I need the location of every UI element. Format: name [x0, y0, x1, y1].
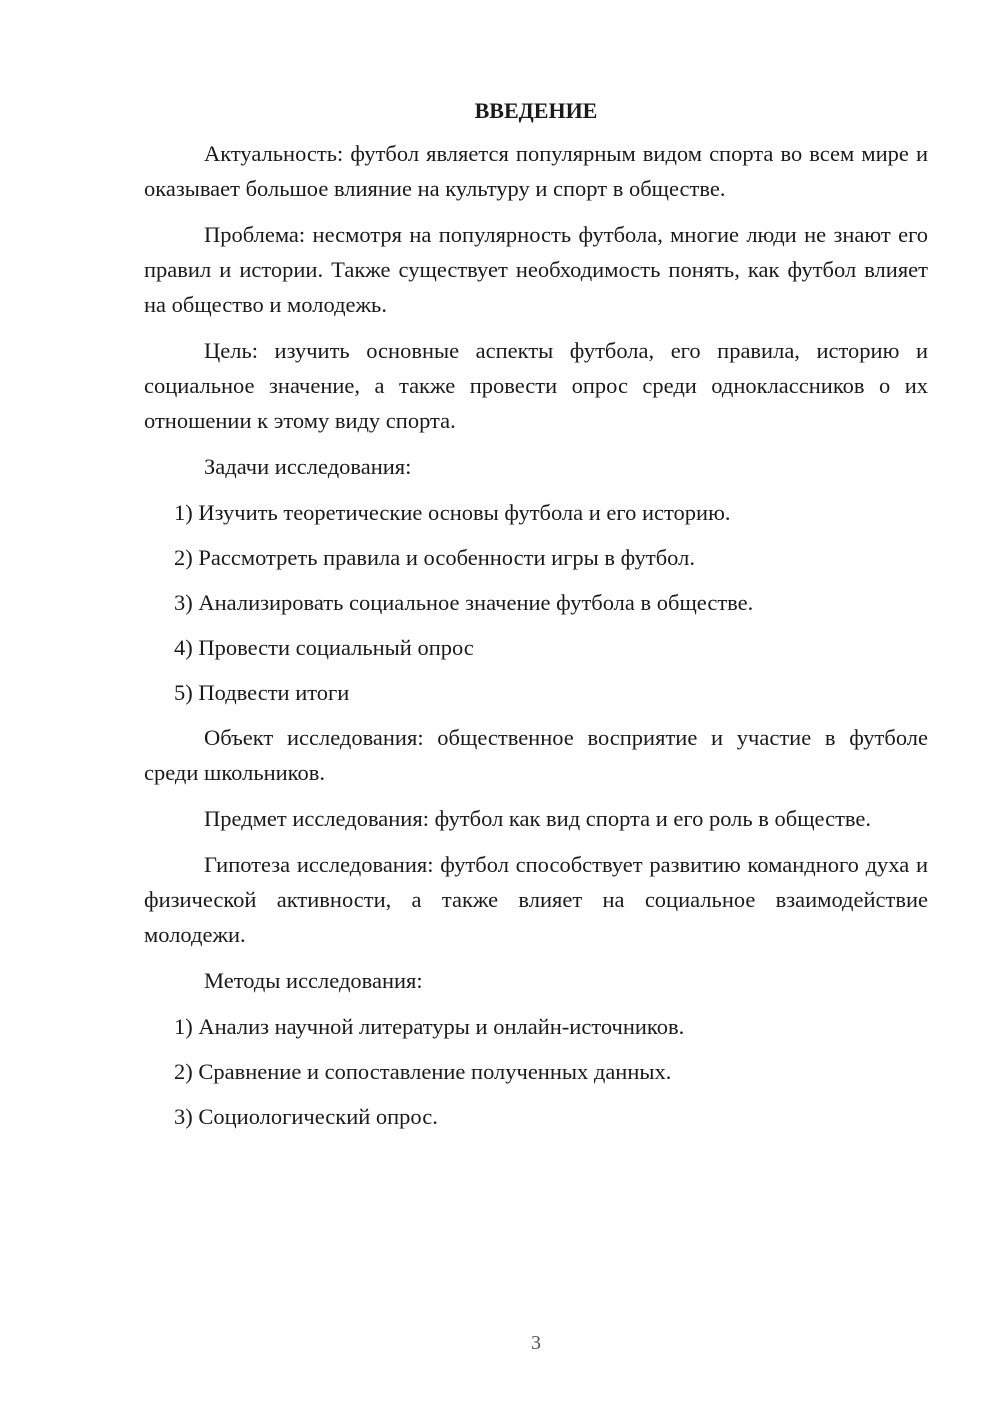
- task-item: 5) Подвести итоги: [174, 680, 350, 705]
- tasks-heading: Задачи исследования:: [204, 454, 412, 479]
- task-item: 3) Анализировать социальное значение футбола в обществе.: [174, 590, 754, 615]
- page-content: [144, 96, 928, 1144]
- object-paragraph: Объект исследования: общественное восприятие и участие в футболе среди школьников.: [144, 725, 928, 785]
- subject-paragraph: Предмет исследования: футбол как вид спорта и его роль в обществе.: [204, 806, 872, 831]
- hypothesis-paragraph: Гипотеза исследования: футбол способствует развитию командного духа и физической активности, а также влияет на социальное взаимодействие молодежи.: [144, 852, 928, 947]
- method-item: 1) Анализ научной литературы и онлайн-источников.: [174, 1014, 685, 1039]
- methods-heading: Методы исследования:: [204, 968, 423, 993]
- page-number: 3: [531, 1332, 541, 1354]
- goal-paragraph: Цель: изучить основные аспекты футбола, его правила, историю и социальное значение, а также провести опрос среди одноклассников о их отношении к этому виду спорта.: [144, 338, 928, 433]
- method-item: 2) Сравнение и сопоставление полученных данных.: [174, 1059, 672, 1084]
- task-item: 1) Изучить теоретические основы футбола и его историю.: [174, 500, 731, 525]
- relevance-paragraph: Актуальность: футбол является популярным видом спорта во всем мире и оказывает большое влияние на культуру и спорт в обществе.: [144, 141, 928, 201]
- task-item: 2) Рассмотреть правила и особенности игры в футбол.: [174, 545, 695, 570]
- task-item: 4) Провести социальный опрос: [174, 635, 474, 660]
- problem-paragraph: Проблема: несмотря на популярность футбола, многие люди не знают его правил и истории. Также существует необходимость понять, как футбол влияет на общество и молодежь.: [144, 222, 928, 317]
- method-item: 3) Социологический опрос.: [174, 1104, 438, 1129]
- page-title: ВВЕДЕНИЕ: [474, 98, 598, 123]
